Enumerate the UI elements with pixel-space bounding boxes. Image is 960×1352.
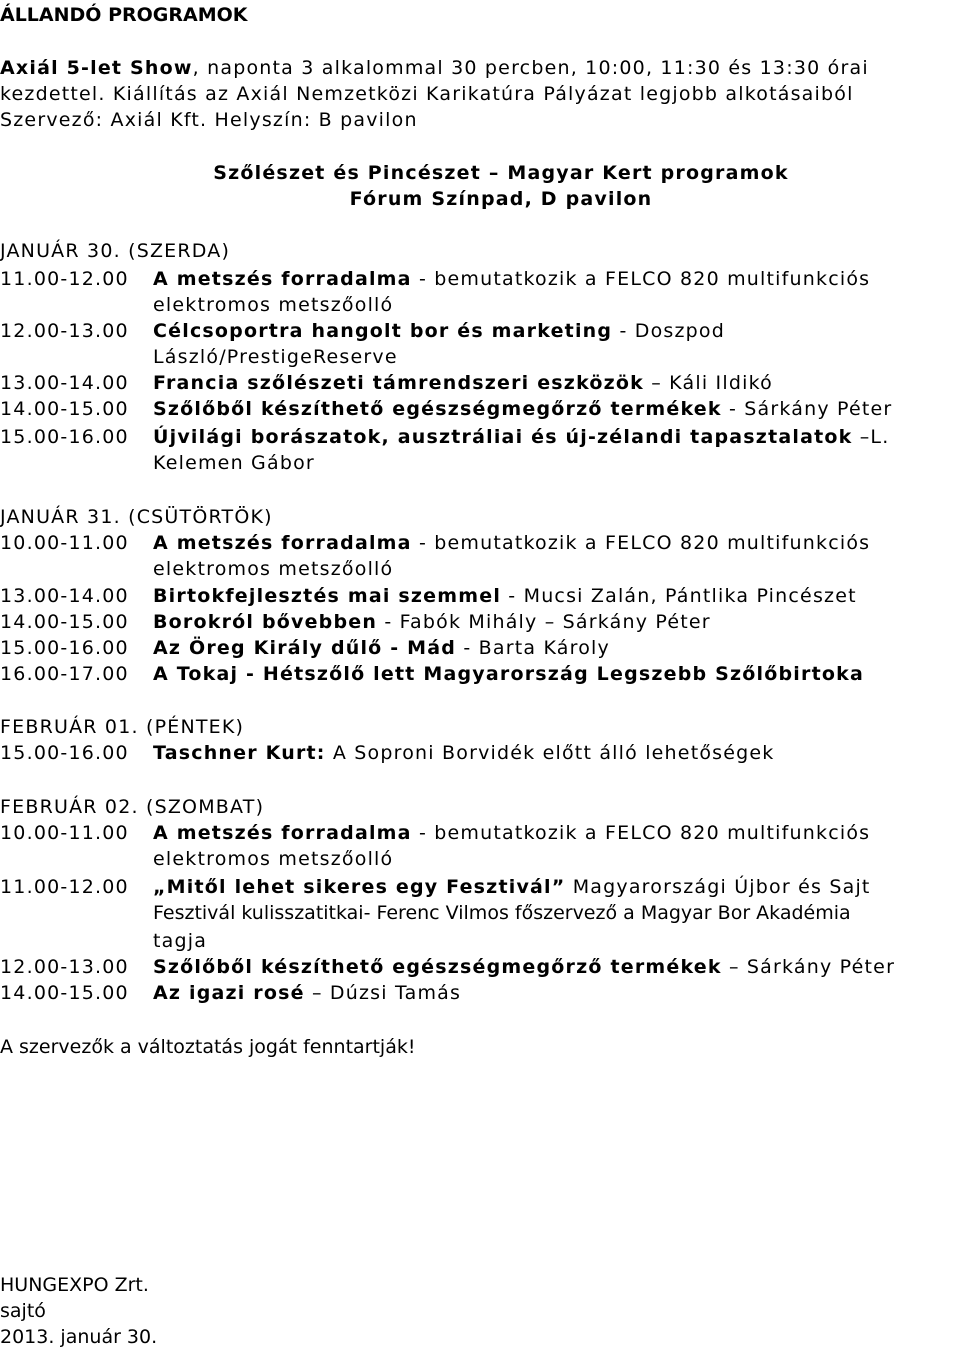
program-time: 10.00-11.00 [0, 822, 129, 844]
program-title: Birtokfejlesztés mai szemmel [153, 585, 502, 607]
program-row [0, 370, 773, 396]
page-title: ÁLLANDÓ PROGRAMOK [0, 4, 248, 26]
program-row [0, 635, 610, 661]
program-title: A metszés forradalma [153, 532, 412, 554]
program-detail: A Soproni Borvidék előtt álló lehetőségek [325, 742, 775, 764]
program-detail: - Fabók Mihály – Sárkány Péter [377, 611, 711, 633]
program-detail-cont: tagja [153, 930, 208, 952]
day-header-jan30: JANUÁR 30. (SZERDA) [0, 240, 231, 262]
program-title: A metszés forradalma [153, 268, 412, 290]
program-detail: - bemutatkozik a FELCO 820 multifunkciós [411, 268, 871, 290]
program-time: 12.00-13.00 [0, 320, 129, 342]
program-time: 13.00-14.00 [0, 372, 129, 394]
program-time: 14.00-15.00 [0, 398, 129, 420]
program-title: A metszés forradalma [153, 822, 412, 844]
program-time: 13.00-14.00 [0, 585, 129, 607]
program-time: 15.00-16.00 [0, 637, 129, 659]
program-row [0, 874, 871, 900]
program-row [0, 980, 461, 1006]
program-row [0, 740, 775, 766]
program-title: „Mitől lehet sikeres egy Fesztivál” [153, 876, 566, 898]
program-row [0, 266, 870, 292]
program-detail-cont: elektromos metszőolló [153, 294, 394, 316]
section-heading: Szőlészet és Pincészet – Magyar Kert programok [213, 162, 789, 184]
program-title: Szőlőből készíthető egészségmegőrző termékek [153, 398, 722, 420]
program-detail-cont: Fesztivál kulisszatitkai- Ferenc Vilmos főszervező a Magyar Bor Akadémia [153, 902, 851, 924]
program-detail: –L. [852, 426, 890, 448]
program-time: 12.00-13.00 [0, 956, 129, 978]
program-detail: - bemutatkozik a FELCO 820 multifunkciós [411, 822, 871, 844]
program-title: Az Öreg Király dűlő - Mád [153, 637, 457, 659]
program-title: Újvilági borászatok, ausztráliai és új-zélandi tapasztalatok [153, 426, 853, 448]
program-time: 11.00-12.00 [0, 876, 129, 898]
program-title: Taschner Kurt: [153, 742, 326, 764]
program-time: 15.00-16.00 [0, 742, 129, 764]
axial-line-1 [0, 55, 869, 81]
program-detail: - Sárkány Péter [721, 398, 893, 420]
program-detail: – Sárkány Péter [721, 956, 896, 978]
program-detail: - Doszpod [612, 320, 726, 342]
program-row [0, 609, 711, 635]
axial-line-2: kezdettel. Kiállítás az Axiál Nemzetközi Karikatúra Pályázat legjobb alkotásaiból [0, 83, 854, 105]
program-time: 14.00-15.00 [0, 611, 129, 633]
program-detail: – Káli Ildikó [644, 372, 773, 394]
program-detail-cont: elektromos metszőolló [153, 558, 394, 580]
program-detail: – Dúzsi Tamás [304, 982, 462, 1004]
program-title: Célcsoportra hangolt bor és marketing [153, 320, 613, 342]
program-detail: Magyarországi Újbor és Sajt [565, 876, 871, 898]
axial-line-1-text: , naponta 3 alkalommal 30 percben, 10:00, 11:30 és 13:30 órai [192, 57, 869, 79]
program-row [0, 954, 895, 980]
organizer-notice: A szervezők a változtatás jogát fenntartják! [0, 1036, 416, 1058]
day-header-feb02: FEBRUÁR 02. (SZOMBAT) [0, 796, 265, 818]
program-row [0, 820, 870, 846]
program-time: 15.00-16.00 [0, 426, 129, 448]
program-detail: - Barta Károly [456, 637, 610, 659]
program-title: Borokról bővebben [153, 611, 378, 633]
program-time: 11.00-12.00 [0, 268, 129, 290]
program-row [0, 318, 725, 344]
program-time: 16.00-17.00 [0, 663, 129, 685]
footer-date: 2013. január 30. [0, 1326, 158, 1348]
program-row [0, 424, 889, 450]
program-row [0, 583, 857, 609]
program-title: Francia szőlészeti támrendszeri eszközök [153, 372, 644, 394]
program-title: Szőlőből készíthető egészségmegőrző termékek [153, 956, 722, 978]
program-detail-cont: Kelemen Gábor [153, 452, 315, 474]
program-detail-cont: elektromos metszőolló [153, 848, 394, 870]
program-row [0, 661, 864, 687]
day-header-jan31: JANUÁR 31. (CSÜTÖRTÖK) [0, 506, 273, 528]
footer-dept: sajtó [0, 1300, 46, 1322]
program-time: 14.00-15.00 [0, 982, 129, 1004]
axial-line-3: Szervező: Axiál Kft. Helyszín: B pavilon [0, 109, 418, 131]
program-row [0, 396, 892, 422]
program-title: A Tokaj - Hétszőlő lett Magyarország Legszebb Szőlőbirtoka [153, 663, 864, 685]
footer-org: HUNGEXPO Zrt. [0, 1274, 149, 1296]
program-row [0, 530, 870, 556]
program-detail: - bemutatkozik a FELCO 820 multifunkciós [411, 532, 871, 554]
axial-title: Axiál 5-let Show [0, 57, 193, 79]
program-detail-cont: László/PrestigeReserve [153, 346, 398, 368]
program-title: Az igazi rosé [153, 982, 305, 1004]
section-subheading: Fórum Színpad, D pavilon [349, 188, 653, 210]
program-detail: - Mucsi Zalán, Pántlika Pincészet [501, 585, 857, 607]
program-time: 10.00-11.00 [0, 532, 129, 554]
day-header-feb01: FEBRUÁR 01. (PÉNTEK) [0, 716, 245, 738]
